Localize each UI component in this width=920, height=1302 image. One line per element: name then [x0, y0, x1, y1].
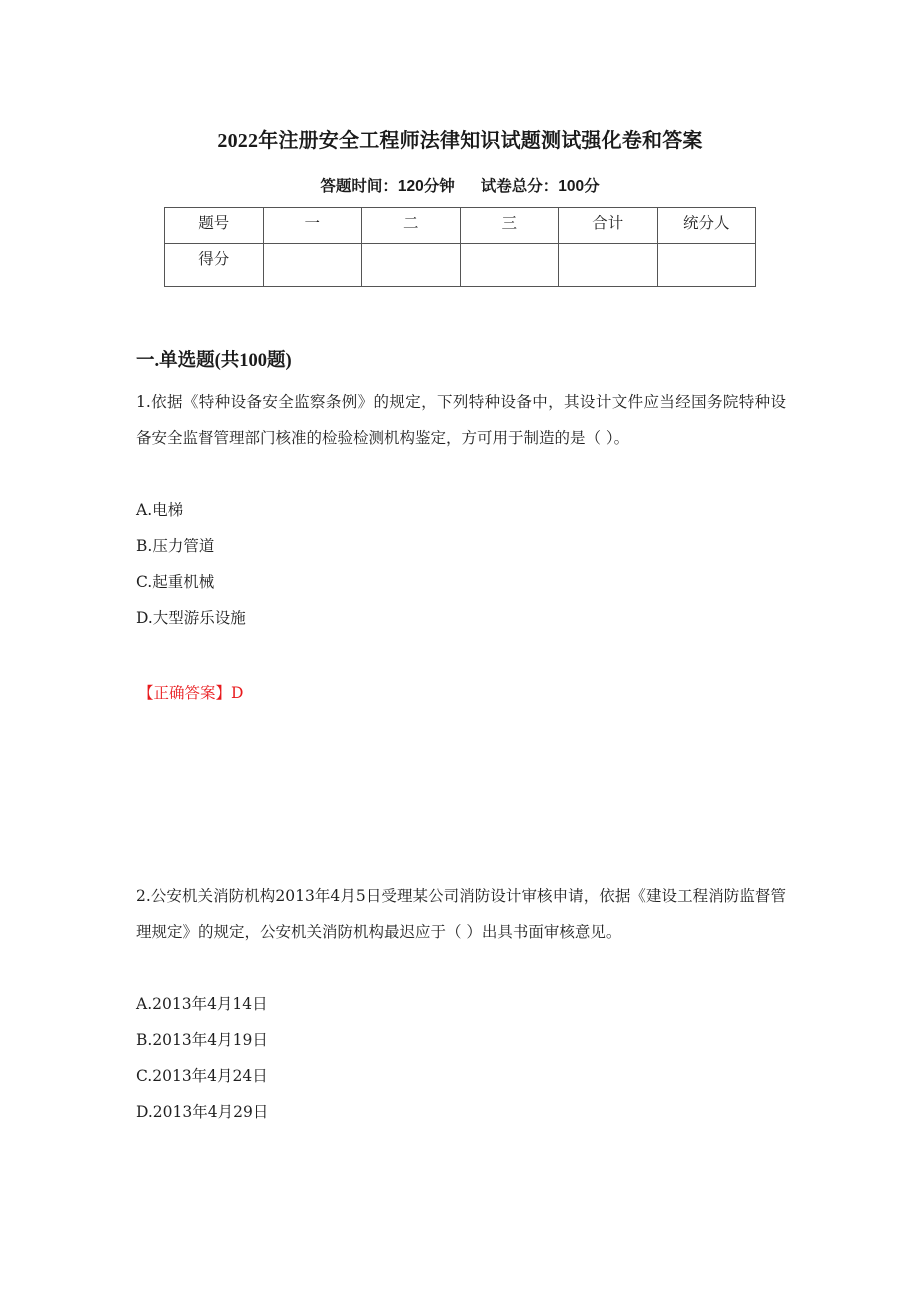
score-table-cell: [559, 244, 658, 287]
score-table-header-row: [165, 208, 756, 244]
score-table-cell: 三: [460, 208, 559, 244]
score-table: [164, 207, 756, 287]
exam-time: 答题时间：120分钟: [320, 178, 455, 195]
question-1-option-c: C.起重机械: [136, 573, 215, 591]
question-1-answer: 【正确答案】D: [138, 684, 244, 702]
score-table-cell: [362, 244, 461, 287]
question-2-option-a: A.2013年4月14日: [136, 995, 268, 1013]
question-2-text: 2.公安机关消防机构2013年4月5日受理某公司消防设计审核申请，依据《建设工程消防监督管理规定》的规定，公安机关消防机构最迟应于（ ）出具书面审核意见。: [136, 887, 786, 941]
question-2-option-c: C.2013年4月24日: [136, 1067, 268, 1085]
question-1-option-b: B.压力管道: [136, 537, 215, 555]
score-table-cell: 二: [362, 208, 461, 244]
question-2-option-b: B.2013年4月19日: [136, 1031, 268, 1049]
score-table-cell: 得分: [165, 244, 264, 287]
score-table-cell: 一: [263, 208, 362, 244]
score-table-cell: 题号: [165, 208, 264, 244]
question-1-option-d: D.大型游乐设施: [136, 609, 246, 627]
document-title: 2022年注册安全工程师法律知识试题测试强化卷和答案: [217, 130, 703, 152]
score-table-cell: [263, 244, 362, 287]
exam-total-score: 试卷总分：100分: [480, 178, 600, 195]
question-2-option-d: D.2013年4月29日: [136, 1103, 269, 1121]
section-title: 一.单选题(共100题): [136, 351, 292, 371]
score-table-score-row: [165, 244, 756, 287]
question-1-text: 1.依据《特种设备安全监察条例》的规定，下列特种设备中，其设计文件应当经国务院特种设备安全监督管理部门核准的检验检测机构鉴定，方可用于制造的是（ ）。: [136, 393, 786, 447]
score-table-cell: [657, 244, 756, 287]
score-table-cell: 统分人: [657, 208, 756, 244]
exam-meta: [0, 174, 920, 196]
score-table-cell: 合计: [559, 208, 658, 244]
question-1-option-a: A.电梯: [136, 501, 184, 519]
score-table-cell: [460, 244, 559, 287]
